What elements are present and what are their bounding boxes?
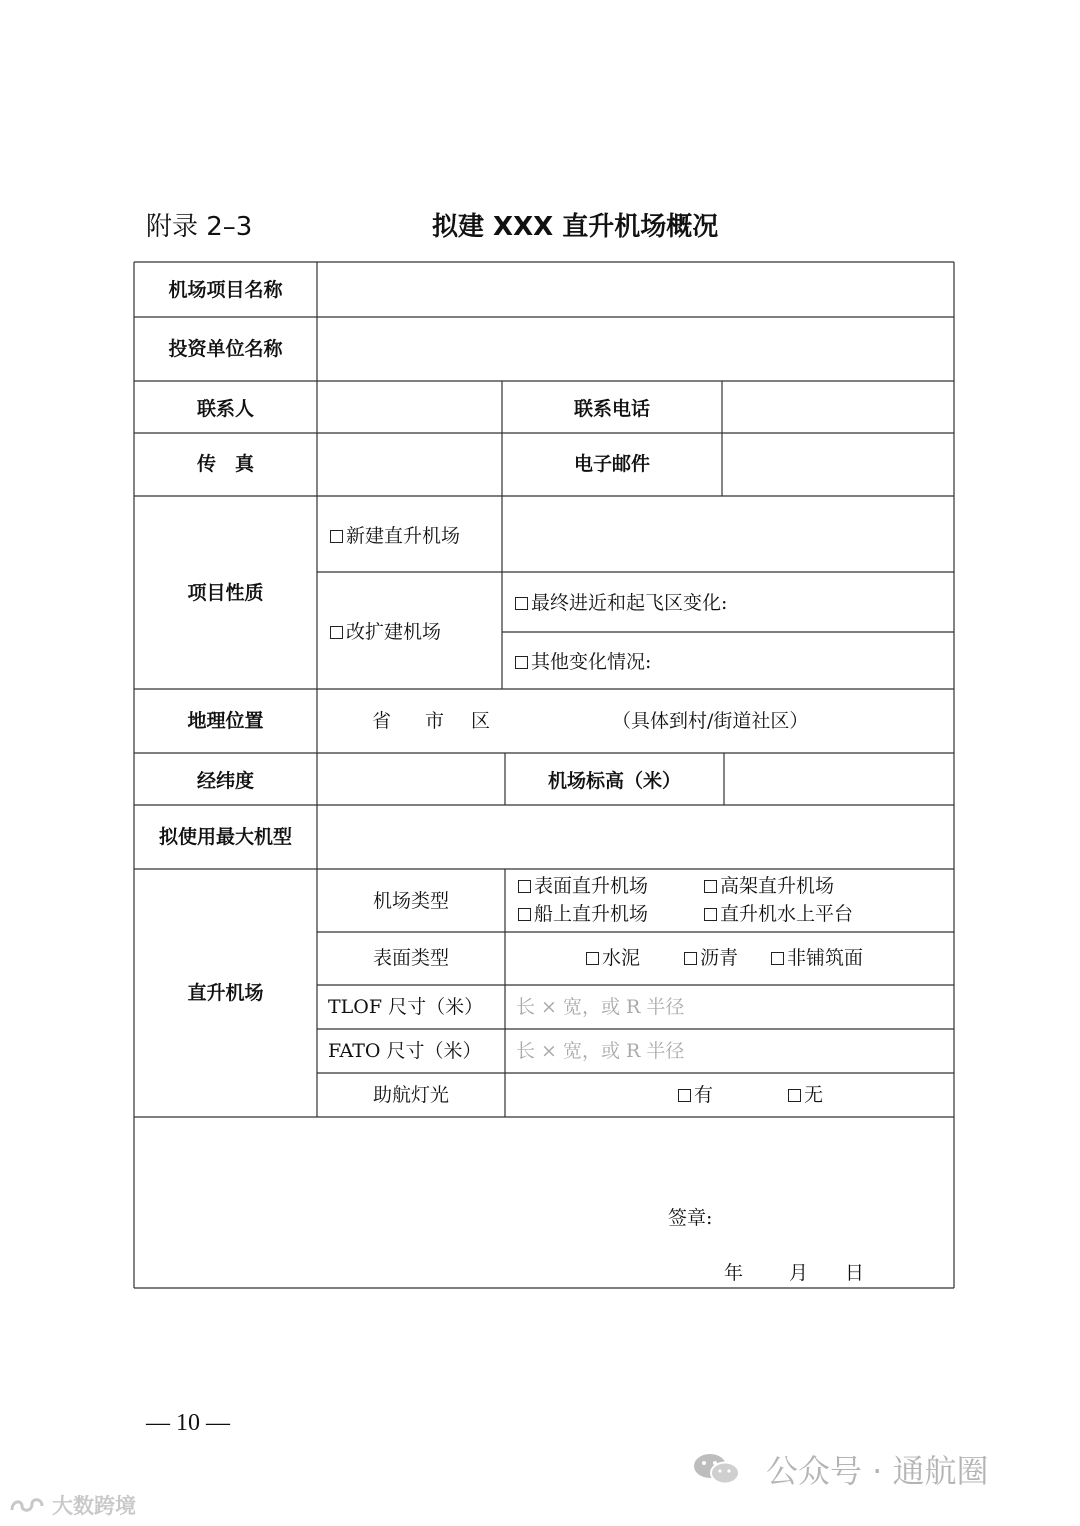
lighting-no-label: 无 bbox=[804, 1084, 824, 1106]
checkbox-icon bbox=[684, 952, 697, 965]
location-hint: （具体到村/街道社区） bbox=[612, 710, 809, 732]
phone-label: 联系电话 bbox=[573, 398, 650, 420]
type-water-option[interactable] bbox=[704, 901, 853, 927]
fato-size-label: FATO 尺寸（米） bbox=[328, 1040, 482, 1062]
surface-unpaved-label: 非铺筑面 bbox=[787, 947, 864, 969]
heliport-type-label: 机场类型 bbox=[372, 890, 449, 912]
surface-asphalt-label: 沥青 bbox=[700, 947, 739, 969]
watermark-left bbox=[8, 1490, 136, 1520]
date-day-label: 日 bbox=[845, 1262, 865, 1284]
watermark-right bbox=[692, 1446, 989, 1492]
elevation-label: 机场标高（米） bbox=[547, 770, 681, 792]
project-nature-label: 项目性质 bbox=[187, 582, 264, 604]
surface-unpaved-option[interactable] bbox=[771, 945, 863, 971]
date-year-label: 年 bbox=[724, 1262, 744, 1284]
checkbox-icon bbox=[518, 908, 531, 921]
type-elevated-label: 高架直升机场 bbox=[720, 875, 835, 897]
checkbox-icon bbox=[771, 952, 784, 965]
surface-cement-option[interactable] bbox=[586, 945, 640, 971]
type-ship-option[interactable] bbox=[518, 901, 648, 927]
fax-label: 传 真 bbox=[196, 453, 254, 475]
checkbox-icon bbox=[704, 908, 717, 921]
contact-person-label: 联系人 bbox=[196, 398, 254, 420]
brand-logo-icon bbox=[8, 1494, 48, 1516]
other-change-option[interactable] bbox=[515, 649, 651, 675]
latlon-label: 经纬度 bbox=[196, 770, 254, 792]
type-water-label: 直升机水上平台 bbox=[720, 903, 854, 925]
province-label: 省 bbox=[372, 710, 392, 732]
type-surface-option[interactable] bbox=[518, 873, 648, 899]
wechat-icon bbox=[692, 1452, 742, 1486]
location-label: 地理位置 bbox=[187, 710, 264, 732]
expand-heliport-option[interactable] bbox=[330, 619, 441, 645]
city-label: 市 bbox=[425, 710, 445, 732]
checkbox-icon bbox=[678, 1089, 691, 1102]
project-name-label: 机场项目名称 bbox=[168, 279, 283, 301]
lighting-yes-label: 有 bbox=[694, 1084, 714, 1106]
checkbox-icon bbox=[515, 597, 528, 610]
checkbox-icon bbox=[515, 656, 528, 669]
surface-cement-label: 水泥 bbox=[602, 947, 641, 969]
other-change-label: 其他变化情况: bbox=[531, 651, 652, 673]
watermark-left-text: 大数跨境 bbox=[52, 1494, 136, 1518]
final-approach-change-option[interactable] bbox=[515, 590, 727, 616]
appendix-label: 附录 2–3 bbox=[146, 212, 253, 242]
checkbox-icon bbox=[518, 880, 531, 893]
watermark-right-text: 公众号 · 通航圈 bbox=[766, 1452, 989, 1490]
expand-heliport-label: 改扩建机场 bbox=[346, 621, 442, 643]
new-heliport-label: 新建直升机场 bbox=[346, 525, 461, 547]
type-elevated-option[interactable] bbox=[704, 873, 834, 899]
checkbox-icon bbox=[586, 952, 599, 965]
max-aircraft-label: 拟使用最大机型 bbox=[158, 826, 292, 848]
lighting-no-option[interactable] bbox=[788, 1082, 823, 1108]
checkbox-icon bbox=[330, 530, 343, 543]
email-label: 电子邮件 bbox=[573, 453, 650, 475]
page-number: — 10 — bbox=[146, 1410, 230, 1436]
surface-asphalt-option[interactable] bbox=[684, 945, 738, 971]
tlof-size-field[interactable]: 长 × 宽，或 R 半径 bbox=[516, 996, 685, 1018]
seal-label: 签章: bbox=[668, 1207, 713, 1229]
heliport-section-label: 直升机场 bbox=[187, 982, 264, 1004]
lighting-yes-option[interactable] bbox=[678, 1082, 713, 1108]
document-title: 拟建 XXX 直升机场概况 bbox=[432, 212, 719, 242]
fato-size-field[interactable]: 长 × 宽，或 R 半径 bbox=[516, 1040, 685, 1062]
type-surface-label: 表面直升机场 bbox=[534, 875, 649, 897]
district-label: 区 bbox=[471, 710, 491, 732]
final-approach-change-label: 最终进近和起飞区变化: bbox=[531, 592, 728, 614]
surface-type-label: 表面类型 bbox=[372, 947, 449, 969]
checkbox-icon bbox=[788, 1089, 801, 1102]
checkbox-icon bbox=[704, 880, 717, 893]
lighting-label: 助航灯光 bbox=[372, 1084, 449, 1106]
checkbox-icon bbox=[330, 626, 343, 639]
date-month-label: 月 bbox=[789, 1262, 809, 1284]
new-heliport-option[interactable] bbox=[330, 523, 460, 549]
type-ship-label: 船上直升机场 bbox=[534, 903, 649, 925]
investor-name-label: 投资单位名称 bbox=[168, 338, 283, 360]
tlof-size-label: TLOF 尺寸（米） bbox=[328, 996, 484, 1018]
